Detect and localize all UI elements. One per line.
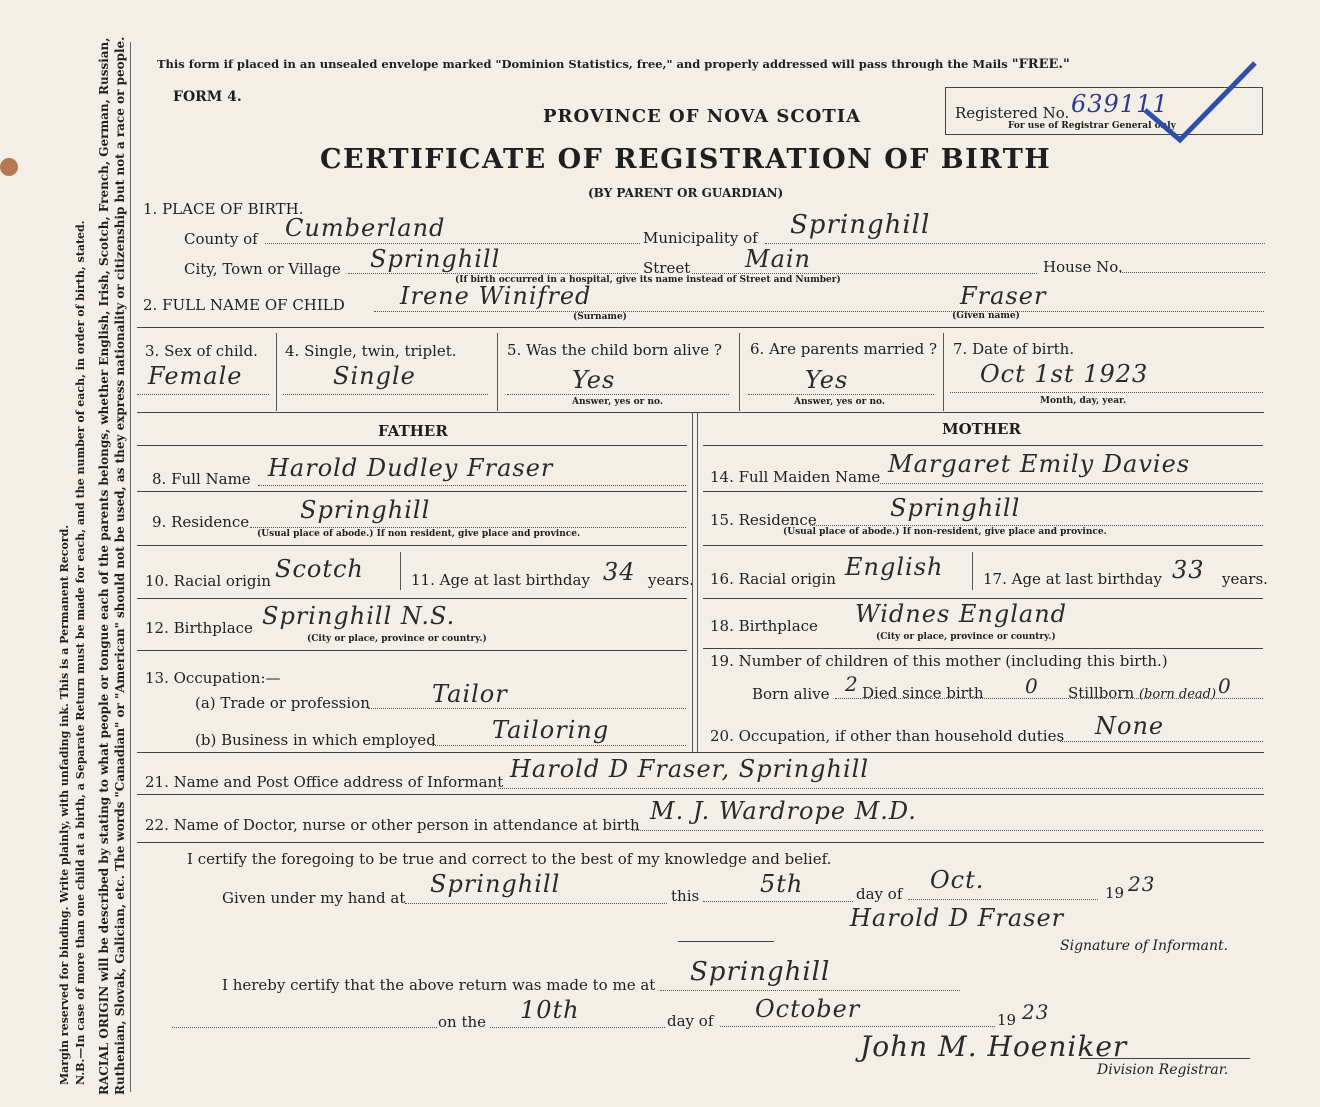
father-race-value: Scotch [275,555,364,583]
return-place-value: Springhill [690,957,831,987]
return-year-value: 23 [1022,1000,1050,1024]
mail-notice: This form if placed in an unsealed envelope marked "Dominion Statistics, free," and properly addressed will pass through the Mails "FREE." [157,57,1070,72]
mother-residence-note: (Usual place of abode.) If non-resident, give place and province. [783,527,1107,537]
doctor-label: 22. Name of Doctor, nurse or other person in attendance at birth [145,816,640,834]
margin-note-4: Ruthenian, Slovak, Galician, etc. The words "Canadian" or "American" should not be used, as they express nationality or citizenship but not a race or people. [113,36,127,1095]
check-mark-icon [1140,55,1260,155]
informant-label: 21. Name and Post Office address of Informant [145,773,504,791]
father-business-value: Tailoring [492,716,610,744]
mother-name-value: Margaret Emily Davies [888,450,1191,478]
street-label: Street [643,259,691,277]
place-of-birth-label: 1. PLACE OF BIRTH. [143,200,304,218]
paper-stain [0,158,18,176]
father-residence-note: (Usual place of abode.) If non resident, give place and province. [257,529,581,539]
municipality-label: Municipality of [643,229,758,247]
province-heading: PROVINCE OF NOVA SCOTIA [543,106,862,127]
registrar-signature: John M. Hoeniker [860,1030,1128,1063]
given-under-hand-label: Given under my hand at [222,889,406,907]
plurality-value: Single [333,362,416,390]
house-no-label: House No. [1043,258,1123,276]
father-name-value: Harold Dudley Fraser [268,454,554,482]
born-alive-count-label: Born alive [752,685,830,703]
father-age-label: 11. Age at last birthday [411,571,590,589]
stillborn-label: Stillborn (born dead) [1068,684,1217,702]
this-label: this [671,887,700,905]
informant-signature: Harold D Fraser [850,904,1065,932]
mother-birthplace-value: Widnes England [855,600,1068,628]
return-year-prefix: 19 [997,1011,1017,1029]
return-day-of-label: day of [667,1012,714,1030]
father-race-label: 10. Racial origin [145,572,271,590]
mother-age-unit: years. [1222,570,1268,588]
mother-birthplace-note: (City or place, province or country.) [876,632,1056,642]
date-of-birth-label: 7. Date of birth. [953,340,1075,358]
father-birthplace-note: (City or place, province or country.) [307,634,487,644]
child-name-label: 2. FULL NAME OF CHILD [143,296,345,314]
mother-residence-value: Springhill [890,494,1021,522]
child-surname: Fraser [960,282,1047,310]
return-certify-text: I hereby certify that the above return was made to me at [222,976,656,994]
father-residence-value: Springhill [300,496,431,524]
father-trade-label: (a) Trade or profession [195,694,370,712]
given-year-prefix: 19 [1105,884,1125,902]
given-month-value: Oct. [930,866,985,894]
return-month-value: October [755,995,861,1023]
informant-value: Harold D Fraser, Springhill [510,755,870,783]
mother-occupation-label: 20. Occupation, if other than household duties [710,727,1065,745]
father-trade-value: Tailor [432,680,508,708]
city-value: Springhill [370,245,501,273]
municipality-value: Springhill [790,210,931,240]
parents-married-note: Answer, yes or no. [794,397,885,407]
informant-signature-label: Signature of Informant. [1060,938,1229,954]
certificate-subtitle: (BY PARENT OR GUARDIAN) [588,186,784,200]
father-occupation-label: 13. Occupation:— [145,669,281,687]
mother-name-label: 14. Full Maiden Name [710,468,881,486]
registered-number: 639111 [1071,90,1169,118]
given-day-value: 5th [760,870,804,898]
died-since-birth-value: 0 [1025,674,1039,698]
date-of-birth-value: Oct 1st 1923 [980,360,1149,388]
father-birthplace-value: Springhill N.S. [262,602,456,630]
hospital-note: (If birth occurred in a hospital, give its name instead of Street and Number) [455,275,841,285]
margin-note-2: N.B.—In case of more than one child at a birth, a Separate Return must be made for each, and the number of each, in order of birth, stated. [74,220,87,1085]
father-age-value: 34 [603,558,636,586]
day-of-label: day of [856,885,903,903]
mother-age-value: 33 [1172,556,1205,584]
father-business-label: (b) Business in which employed [195,731,436,749]
born-alive-note: Answer, yes or no. [572,397,663,407]
return-day-value: 10th [520,996,580,1024]
street-value: Main [745,245,812,273]
born-alive-question: 5. Was the child born alive ? [507,341,722,359]
stillborn-value: 0 [1218,674,1232,698]
form-number: FORM 4. [173,89,242,105]
mother-age-label: 17. Age at last birthday [983,570,1162,588]
given-year-value: 23 [1128,872,1156,896]
father-name-label: 8. Full Name [152,470,251,488]
died-since-birth-label: Died since birth [862,684,984,702]
margin-note-1: Margin reserved for binding. Write plainly, with unfading ink. This is a Permanent Record. [58,524,71,1085]
date-of-birth-note: Month, day, year. [1040,396,1127,406]
mother-race-value: English [845,553,944,581]
given-name-note: (Given name) [952,311,1020,321]
city-label: City, Town or Village [184,260,341,278]
mother-race-label: 16. Racial origin [710,570,836,588]
division-registrar-label: Division Registrar. [1097,1062,1229,1078]
registered-label: Registered No. [955,104,1070,122]
parents-married-question: 6. Are parents married ? [750,340,938,358]
doctor-value: M. J. Wardrope M.D. [650,797,917,825]
born-alive-answer: Yes [572,366,616,394]
surname-note: (Surname) [573,312,627,322]
father-age-unit: years. [648,571,694,589]
mother-birthplace-label: 18. Birthplace [710,617,818,635]
sex-label: 3. Sex of child. [145,342,258,360]
father-heading: FATHER [378,422,448,440]
sex-value: Female [148,362,243,390]
on-the-label: on the [438,1013,487,1031]
county-label: County of [184,230,258,248]
parents-married-answer: Yes [805,366,849,394]
mother-occupation-value: None [1095,712,1165,740]
father-residence-label: 9. Residence [152,513,250,531]
certify-statement: I certify the foregoing to be true and correct to the best of my knowledge and belief. [187,850,832,868]
given-place-value: Springhill [430,870,561,898]
mother-children-label: 19. Number of children of this mother (including this birth.) [710,652,1168,670]
born-alive-count-value: 2 [845,672,859,696]
county-value: Cumberland [285,214,446,242]
mother-heading: MOTHER [942,420,1021,438]
registrar-note: For use of Registrar General only [1008,121,1176,131]
father-birthplace-label: 12. Birthplace [145,619,253,637]
mother-residence-label: 15. Residence [710,511,817,529]
plurality-label: 4. Single, twin, triplet. [285,342,457,360]
child-given-names: Irene Winifred [400,282,592,310]
certificate-title: CERTIFICATE OF REGISTRATION OF BIRTH [320,144,1052,175]
margin-note-3: RACIAL ORIGIN will be described by stating to what people or tongue each of the parents belongs, whether English, Irish, Scotch, French, German, Russian, [97,37,111,1095]
